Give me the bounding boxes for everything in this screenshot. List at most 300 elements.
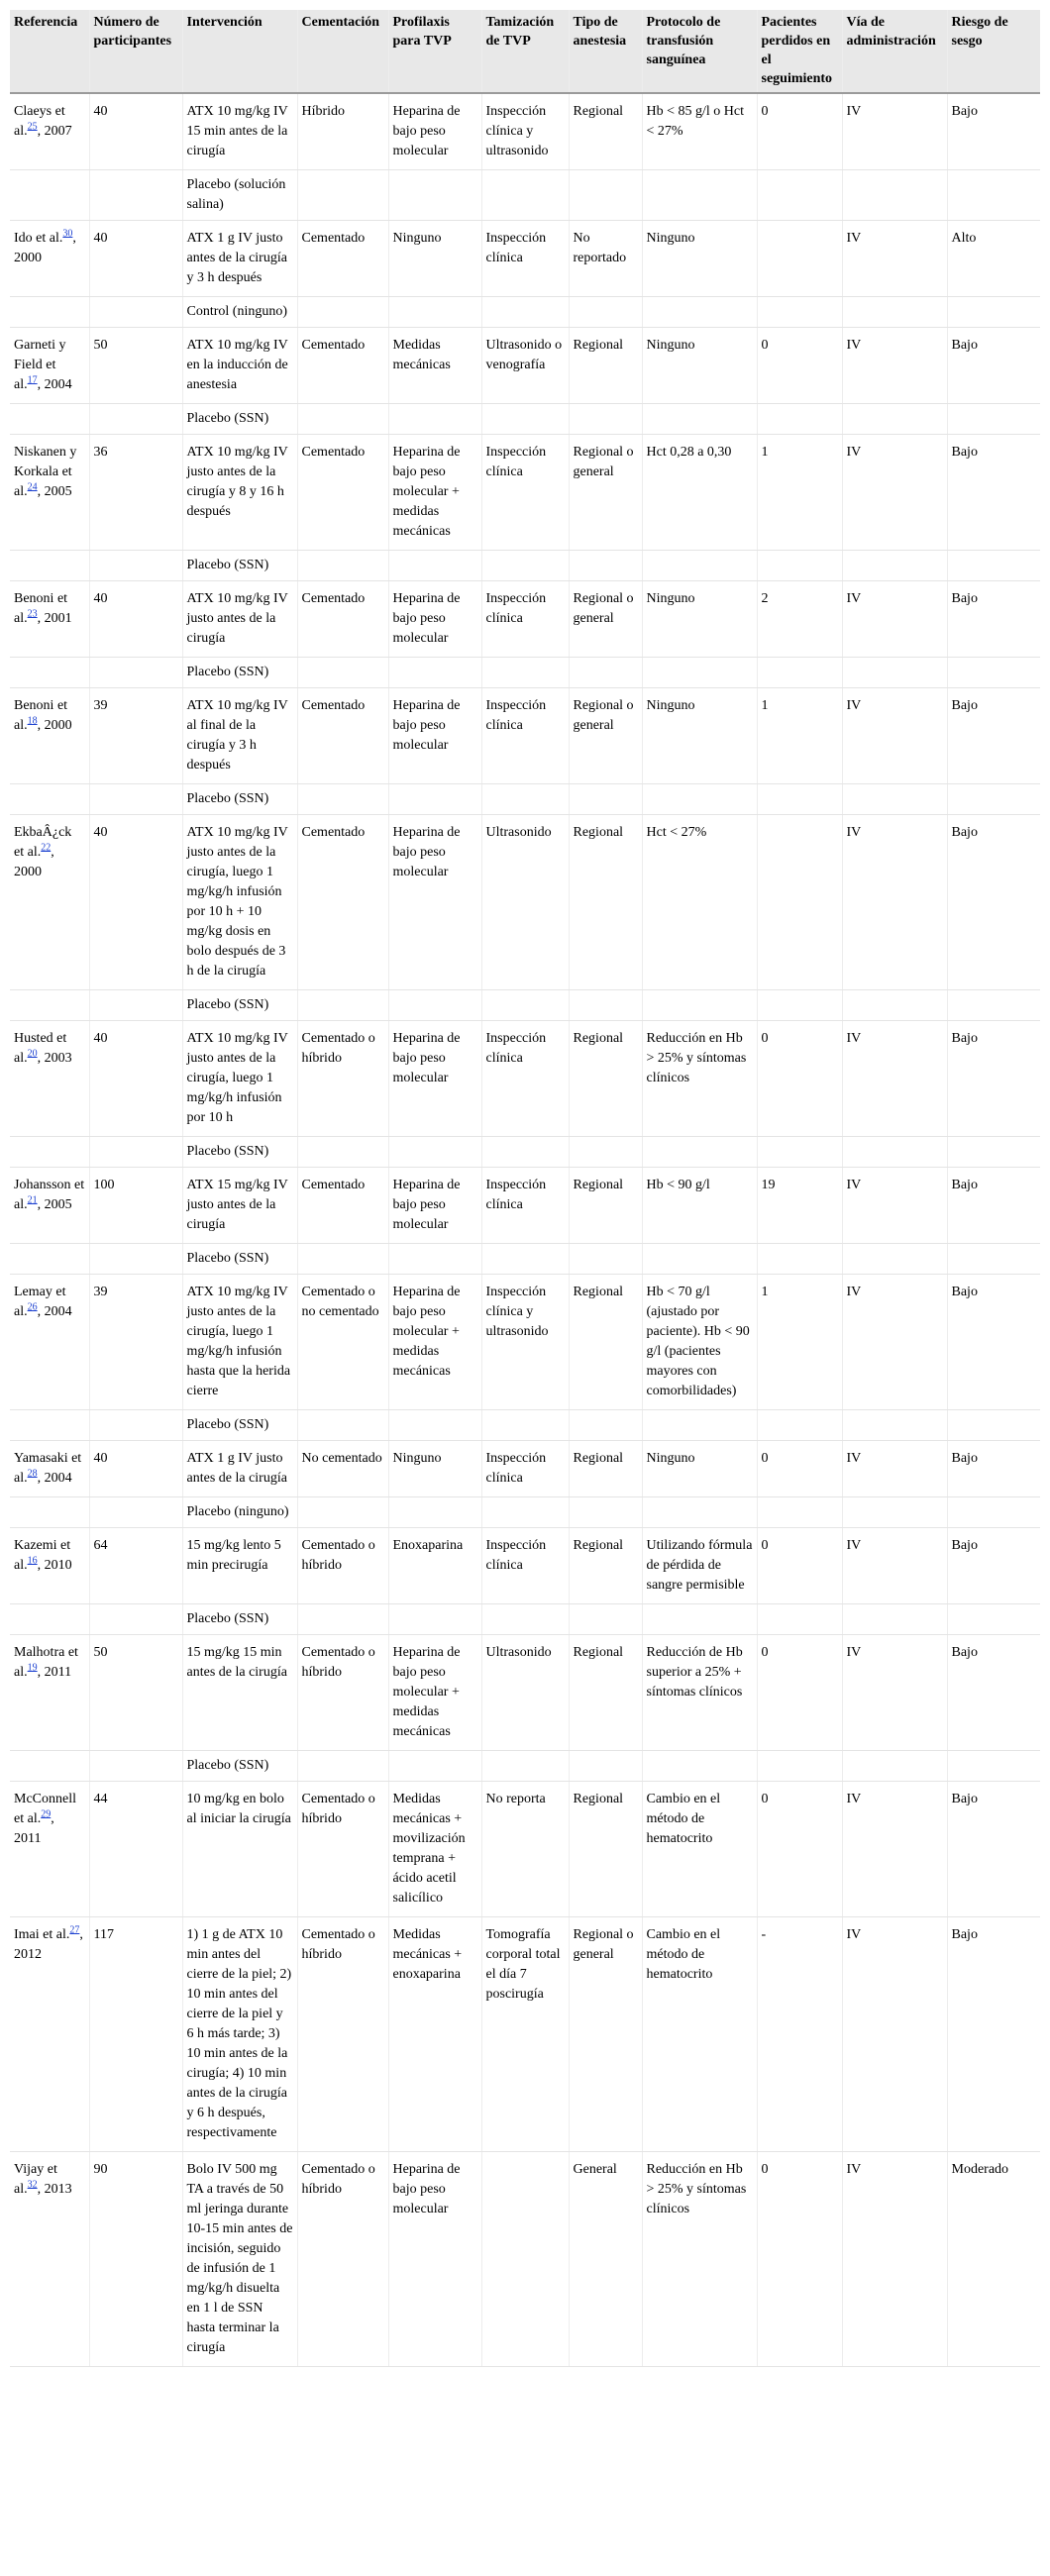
citation-link[interactable]: 25 [27,121,38,133]
empty-cell [842,1751,947,1782]
empty-cell [481,784,569,815]
empty-cell [297,170,388,221]
lost-followup-cell: 0 [757,1635,842,1751]
citation-link[interactable]: 16 [27,1555,38,1567]
cementation-cell: Cementado [297,581,388,658]
prophylaxis-cell: Heparina de bajo peso molecular [388,688,481,784]
empty-cell [642,1137,757,1168]
reference-authors: Lemay et al. [14,1285,66,1319]
empty-cell [89,1604,182,1635]
transfusion-cell: Hct < 27% [642,815,757,990]
reference-cell [10,688,89,784]
participants-cell: 36 [89,435,182,551]
anesthesia-cell: Regional [569,1168,642,1244]
table-row [10,1528,1040,1604]
empty-cell [388,1497,481,1528]
empty-cell [388,1137,481,1168]
empty-cell [388,1751,481,1782]
reference-cell [10,1917,89,2152]
studies-table [10,10,1040,2367]
empty-cell [10,1751,89,1782]
empty-cell [297,1604,388,1635]
anesthesia-cell: Regional [569,815,642,990]
empty-cell [757,1604,842,1635]
lost-followup-cell: 0 [757,93,842,170]
control-row [10,1751,1040,1782]
transfusion-cell: Cambio en el método de hematocrito [642,1917,757,2152]
empty-cell [481,170,569,221]
control-row [10,1497,1040,1528]
control-intervention-cell: Placebo (SSN) [182,551,297,581]
cementation-cell: Cementado o híbrido [297,1917,388,2152]
empty-cell [757,990,842,1021]
reference-year: , 2011 [37,1665,72,1680]
intervention-cell: ATX 1 g IV justo antes de la cirugía y 3 h después [182,221,297,297]
empty-cell [10,1604,89,1635]
prophylaxis-cell: Enoxaparina [388,1528,481,1604]
empty-cell [642,551,757,581]
empty-cell [947,1497,1040,1528]
citation-link[interactable]: 20 [27,1048,38,1060]
empty-cell [297,297,388,328]
anesthesia-cell: Regional [569,1441,642,1497]
route-cell: IV [842,2152,947,2367]
reference-year: , 2005 [37,484,72,499]
reference-year: , 2004 [37,377,72,392]
empty-cell [569,784,642,815]
control-intervention-cell: Placebo (ninguno) [182,1497,297,1528]
transfusion-cell: Ninguno [642,1441,757,1497]
control-intervention-cell: Placebo (SSN) [182,784,297,815]
reference-cell [10,1782,89,1917]
intervention-cell: ATX 10 mg/kg IV justo antes de la cirugía y 8 y 16 h después [182,435,297,551]
empty-cell [642,297,757,328]
reference-cell [10,435,89,551]
control-row [10,551,1040,581]
table-row [10,1635,1040,1751]
citation-link[interactable]: 28 [27,1468,38,1480]
empty-cell [297,1410,388,1441]
anesthesia-cell: Regional o general [569,688,642,784]
anesthesia-cell: Regional [569,93,642,170]
transfusion-cell: Reducción de Hb superior a 25% + síntomas clínicos [642,1635,757,1751]
intervention-cell: ATX 10 mg/kg IV justo antes de la cirugía, luego 1 mg/kg/h infusión por 10 h + 10 mg/kg dosis en bolo después de 3 h de la cirugía [182,815,297,990]
empty-cell [947,1137,1040,1168]
empty-cell [481,1604,569,1635]
table-row [10,815,1040,990]
empty-cell [569,551,642,581]
header-anestesia: Tipo de anestesia [569,10,642,93]
header-transfusion: Protocolo de transfusión sanguínea [642,10,757,93]
transfusion-cell: Hb < 70 g/l (ajustado por paciente). Hb < 90 g/l (pacientes mayores con comorbilidades) [642,1275,757,1410]
anesthesia-cell: Regional o general [569,1917,642,2152]
participants-cell: 40 [89,815,182,990]
anesthesia-cell: Regional o general [569,435,642,551]
transfusion-cell: Cambio en el método de hematocrito [642,1782,757,1917]
screening-cell: Inspección clínica y ultrasonido [481,1275,569,1410]
empty-cell [388,658,481,688]
control-row [10,404,1040,435]
empty-cell [297,404,388,435]
screening-cell: Inspección clínica [481,435,569,551]
empty-cell [842,404,947,435]
prophylaxis-cell: Heparina de bajo peso molecular [388,581,481,658]
prophylaxis-cell: Heparina de bajo peso molecular + medidas mecánicas [388,1275,481,1410]
lost-followup-cell: 1 [757,688,842,784]
table-row [10,221,1040,297]
bias-cell: Alto [947,221,1040,297]
empty-cell [10,404,89,435]
empty-cell [642,1604,757,1635]
control-intervention-cell: Placebo (solución salina) [182,170,297,221]
control-row [10,1244,1040,1275]
empty-cell [757,404,842,435]
empty-cell [642,404,757,435]
reference-year: , 2003 [37,1051,72,1066]
empty-cell [842,1604,947,1635]
bias-cell: Bajo [947,1275,1040,1410]
empty-cell [947,170,1040,221]
reference-authors: Imai et al. [14,1927,70,1942]
empty-cell [10,1497,89,1528]
transfusion-cell: Ninguno [642,328,757,404]
screening-cell: Ultrasonido [481,815,569,990]
empty-cell [757,551,842,581]
control-intervention-cell: Placebo (SSN) [182,1751,297,1782]
prophylaxis-cell: Heparina de bajo peso molecular + medidas mecánicas [388,1635,481,1751]
route-cell: IV [842,1782,947,1917]
route-cell: IV [842,93,947,170]
empty-cell [10,990,89,1021]
lost-followup-cell: 0 [757,328,842,404]
citation-link[interactable]: 17 [27,374,38,386]
prophylaxis-cell: Heparina de bajo peso molecular [388,93,481,170]
reference-authors: Johansson et al. [14,1178,85,1212]
empty-cell [842,1497,947,1528]
empty-cell [481,404,569,435]
prophylaxis-cell: Heparina de bajo peso molecular [388,1021,481,1137]
participants-cell: 50 [89,328,182,404]
header-row [10,10,1040,93]
table-row [10,1275,1040,1410]
empty-cell [388,297,481,328]
reference-cell [10,1441,89,1497]
control-row [10,784,1040,815]
reference-authors: Ido et al. [14,231,63,246]
cementation-cell: Cementado o híbrido [297,2152,388,2367]
lost-followup-cell: 0 [757,1782,842,1917]
cementation-cell: Cementado [297,435,388,551]
transfusion-cell: Ninguno [642,221,757,297]
empty-cell [10,297,89,328]
empty-cell [842,784,947,815]
reference-authors: Yamasaki et al. [14,1451,82,1486]
empty-cell [642,170,757,221]
prophylaxis-cell: Medidas mecánicas + movilización temprana + ácido acetil salicílico [388,1782,481,1917]
empty-cell [842,1410,947,1441]
participants-cell: 100 [89,1168,182,1244]
empty-cell [10,1137,89,1168]
control-intervention-cell: Placebo (SSN) [182,1604,297,1635]
empty-cell [842,990,947,1021]
route-cell: IV [842,1021,947,1137]
empty-cell [947,784,1040,815]
empty-cell [757,784,842,815]
cementation-cell: Cementado o híbrido [297,1782,388,1917]
reference-authors: Kazemi et al. [14,1538,71,1573]
lost-followup-cell: 0 [757,1441,842,1497]
route-cell: IV [842,688,947,784]
screening-cell: Inspección clínica [481,1021,569,1137]
reference-year: , 2011 [14,1811,54,1846]
bias-cell: Bajo [947,815,1040,990]
empty-cell [757,1751,842,1782]
empty-cell [481,1497,569,1528]
empty-cell [569,658,642,688]
empty-cell [89,1751,182,1782]
reference-authors: Claeys et al. [14,104,65,139]
route-cell: IV [842,581,947,658]
empty-cell [642,1244,757,1275]
citation-link[interactable]: 30 [62,228,73,240]
screening-cell: Inspección clínica [481,221,569,297]
empty-cell [89,1244,182,1275]
anesthesia-cell: No reportado [569,221,642,297]
anesthesia-cell: Regional [569,1635,642,1751]
citation-link[interactable]: 22 [41,842,52,854]
reference-authors: Husted et al. [14,1031,67,1066]
empty-cell [297,1751,388,1782]
route-cell: IV [842,221,947,297]
reference-cell [10,93,89,170]
reference-authors: Niskanen y Korkala et al. [14,445,77,499]
bias-cell: Bajo [947,1021,1040,1137]
empty-cell [89,551,182,581]
lost-followup-cell [757,221,842,297]
table-row [10,328,1040,404]
empty-cell [842,1244,947,1275]
citation-link[interactable]: 19 [27,1662,38,1674]
cementation-cell: Cementado o híbrido [297,1021,388,1137]
empty-cell [947,1244,1040,1275]
bias-cell: Bajo [947,1782,1040,1917]
participants-cell: 40 [89,1441,182,1497]
empty-cell [569,1244,642,1275]
control-row [10,1410,1040,1441]
reference-authors: McConnell et al. [14,1792,76,1826]
header-referencia: Referencia [10,10,89,93]
reference-authors: EkbaÂ¿ck et al. [14,825,72,860]
reference-year: , 2010 [37,1558,72,1573]
empty-cell [481,1410,569,1441]
anesthesia-cell: Regional [569,1782,642,1917]
citation-link[interactable]: 24 [27,481,38,493]
empty-cell [89,1497,182,1528]
citation-link[interactable]: 23 [27,608,38,620]
citation-link[interactable]: 21 [27,1194,38,1206]
route-cell: IV [842,1528,947,1604]
citation-link[interactable]: 27 [69,1924,80,1936]
route-cell: IV [842,435,947,551]
bias-cell: Bajo [947,1168,1040,1244]
reference-year: , 2001 [37,611,72,626]
participants-cell: 40 [89,1021,182,1137]
header-sesgo: Riesgo de sesgo [947,10,1040,93]
reference-year: , 2012 [14,1927,83,1962]
table-row [10,93,1040,170]
participants-cell: 40 [89,581,182,658]
control-intervention-cell: Placebo (SSN) [182,658,297,688]
participants-cell: 44 [89,1782,182,1917]
reference-authors: Benoni et al. [14,698,68,733]
screening-cell: No reporta [481,1782,569,1917]
empty-cell [89,297,182,328]
table-row [10,1168,1040,1244]
lost-followup-cell: - [757,1917,842,2152]
prophylaxis-cell: Heparina de bajo peso molecular + medidas mecánicas [388,435,481,551]
prophylaxis-cell: Heparina de bajo peso molecular [388,815,481,990]
transfusion-cell: Reducción en Hb > 25% y síntomas clínicos [642,1021,757,1137]
transfusion-cell: Hct 0,28 a 0,30 [642,435,757,551]
participants-cell: 64 [89,1528,182,1604]
empty-cell [89,658,182,688]
screening-cell: Inspección clínica [481,1528,569,1604]
intervention-cell: ATX 10 mg/kg IV justo antes de la cirugía, luego 1 mg/kg/h infusión hasta que la herida cierre [182,1275,297,1410]
empty-cell [757,297,842,328]
reference-authors: Benoni et al. [14,591,68,626]
empty-cell [10,784,89,815]
empty-cell [757,1410,842,1441]
route-cell: IV [842,1275,947,1410]
control-row [10,990,1040,1021]
empty-cell [10,1244,89,1275]
table-row [10,1917,1040,2152]
reference-year: , 2004 [37,1304,72,1319]
reference-year: , 2000 [37,718,72,733]
header-perdidos: Pacientes perdidos en el seguimiento [757,10,842,93]
screening-cell: Inspección clínica [481,581,569,658]
transfusion-cell: Ninguno [642,581,757,658]
empty-cell [642,1410,757,1441]
transfusion-cell: Hb < 85 g/l o Hct < 27% [642,93,757,170]
lost-followup-cell: 19 [757,1168,842,1244]
reference-year: , 2004 [37,1471,72,1486]
prophylaxis-cell: Heparina de bajo peso molecular [388,2152,481,2367]
table-row [10,1021,1040,1137]
route-cell: IV [842,1917,947,2152]
empty-cell [481,1244,569,1275]
reference-cell [10,1021,89,1137]
bias-cell: Bajo [947,328,1040,404]
empty-cell [10,1410,89,1441]
empty-cell [757,658,842,688]
empty-cell [642,1751,757,1782]
reference-year: , 2000 [14,845,54,879]
citation-link[interactable]: 29 [41,1808,52,1820]
empty-cell [757,170,842,221]
control-row [10,297,1040,328]
anesthesia-cell: Regional [569,1275,642,1410]
empty-cell [842,170,947,221]
empty-cell [569,1751,642,1782]
empty-cell [569,990,642,1021]
citation-link[interactable]: 32 [27,2179,38,2191]
empty-cell [297,658,388,688]
bias-cell: Bajo [947,93,1040,170]
reference-year: , 2000 [14,231,76,265]
empty-cell [569,1604,642,1635]
transfusion-cell: Ninguno [642,688,757,784]
empty-cell [388,990,481,1021]
header-cementacion: Cementación [297,10,388,93]
reference-cell [10,1275,89,1410]
header-participantes: Número de participantes [89,10,182,93]
empty-cell [388,1604,481,1635]
bias-cell: Bajo [947,435,1040,551]
empty-cell [569,1410,642,1441]
empty-cell [947,551,1040,581]
participants-cell: 39 [89,1275,182,1410]
anesthesia-cell: General [569,2152,642,2367]
empty-cell [297,551,388,581]
route-cell: IV [842,328,947,404]
bias-cell: Bajo [947,688,1040,784]
empty-cell [297,990,388,1021]
header-intervencion: Intervención [182,10,297,93]
citation-link[interactable]: 18 [27,715,38,727]
screening-cell: Ultrasonido o venografía [481,328,569,404]
cementation-cell: Cementado o no cementado [297,1275,388,1410]
empty-cell [947,297,1040,328]
empty-cell [388,551,481,581]
lost-followup-cell: 1 [757,1275,842,1410]
control-intervention-cell: Control (ninguno) [182,297,297,328]
citation-link[interactable]: 26 [27,1301,38,1313]
header-profilaxis: Profilaxis para TVP [388,10,481,93]
empty-cell [947,1604,1040,1635]
control-intervention-cell: Placebo (SSN) [182,1410,297,1441]
table-row [10,2152,1040,2367]
transfusion-cell: Reducción en Hb > 25% y síntomas clínicos [642,2152,757,2367]
screening-cell [481,2152,569,2367]
prophylaxis-cell: Ninguno [388,221,481,297]
lost-followup-cell: 0 [757,1021,842,1137]
cementation-cell: Híbrido [297,93,388,170]
screening-cell: Inspección clínica y ultrasonido [481,93,569,170]
empty-cell [757,1497,842,1528]
table-row [10,1782,1040,1917]
participants-cell: 40 [89,221,182,297]
anesthesia-cell: Regional [569,1021,642,1137]
cementation-cell: Cementado o híbrido [297,1635,388,1751]
empty-cell [842,297,947,328]
intervention-cell: ATX 10 mg/kg IV al final de la cirugía y 3 h después [182,688,297,784]
table-row [10,435,1040,551]
empty-cell [89,990,182,1021]
route-cell: IV [842,1441,947,1497]
route-cell: IV [842,815,947,990]
empty-cell [10,170,89,221]
participants-cell: 90 [89,2152,182,2367]
control-row [10,1137,1040,1168]
control-intervention-cell: Placebo (SSN) [182,404,297,435]
reference-cell [10,1168,89,1244]
prophylaxis-cell: Heparina de bajo peso molecular [388,1168,481,1244]
cementation-cell: Cementado [297,815,388,990]
cementation-cell: No cementado [297,1441,388,1497]
empty-cell [10,551,89,581]
empty-cell [481,297,569,328]
